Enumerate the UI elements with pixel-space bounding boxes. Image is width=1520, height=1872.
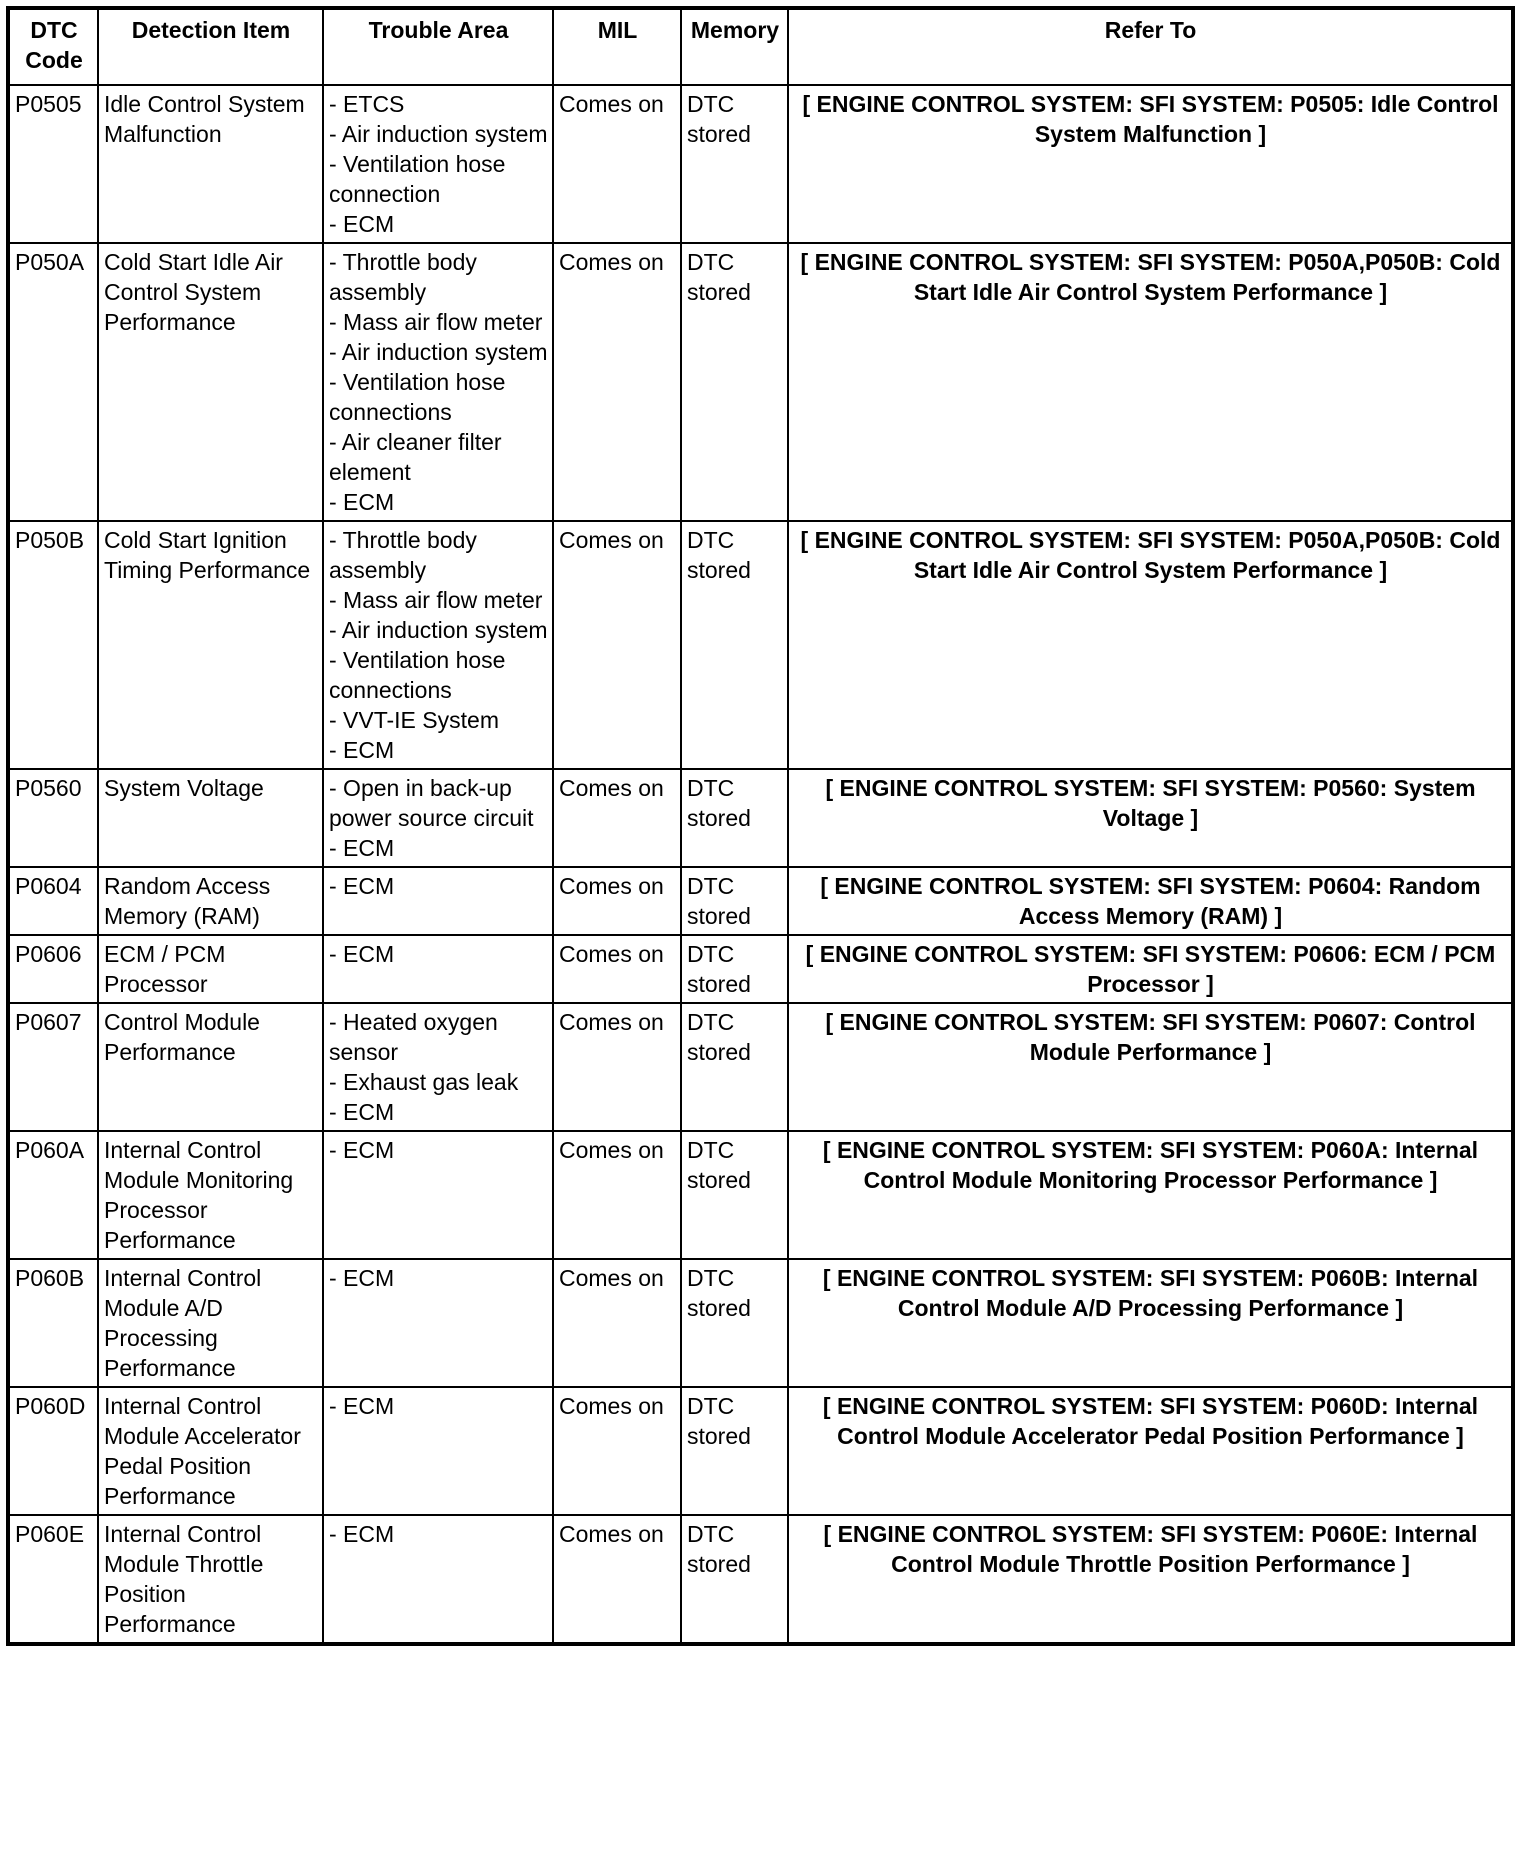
trouble-area-item: - Exhaust gas leak [329, 1069, 519, 1095]
trouble-area-cell [323, 1387, 553, 1515]
header-dtc-code: DTC Code [8, 8, 98, 85]
mil-cell: Comes on [553, 1131, 681, 1259]
table-row [8, 1003, 1513, 1131]
dtc-code-cell: P060E [8, 1515, 98, 1644]
refer-to-cell: [ ENGINE CONTROL SYSTEM: SFI SYSTEM: P0604: Random Access Memory (RAM) ] [788, 867, 1513, 935]
trouble-area-item: - ECM [329, 1393, 395, 1419]
trouble-area-item: - ECM [329, 941, 395, 967]
table-row [8, 1387, 1513, 1515]
mil-cell: Comes on [553, 243, 681, 521]
memory-cell: DTC stored [681, 1003, 788, 1131]
memory-cell: DTC stored [681, 1515, 788, 1644]
dtc-code-cell: P0560 [8, 769, 98, 867]
memory-cell: DTC stored [681, 521, 788, 769]
trouble-area-item: - Throttle body assembly [329, 527, 477, 583]
detection-item-cell: Cold Start Ignition Timing Performance [98, 521, 323, 769]
refer-to-cell: [ ENGINE CONTROL SYSTEM: SFI SYSTEM: P0505: Idle Control System Malfunction ] [788, 85, 1513, 243]
trouble-area-cell [323, 1003, 553, 1131]
trouble-area-cell [323, 243, 553, 521]
detection-item-cell: Random Access Memory (RAM) [98, 867, 323, 935]
mil-cell: Comes on [553, 85, 681, 243]
dtc-code-cell: P0505 [8, 85, 98, 243]
dtc-code-cell: P050A [8, 243, 98, 521]
refer-to-cell: [ ENGINE CONTROL SYSTEM: SFI SYSTEM: P0560: System Voltage ] [788, 769, 1513, 867]
memory-cell: DTC stored [681, 1387, 788, 1515]
header-row [8, 8, 1513, 85]
mil-cell: Comes on [553, 769, 681, 867]
refer-to-cell: [ ENGINE CONTROL SYSTEM: SFI SYSTEM: P060A: Internal Control Module Monitoring Processor Performance ] [788, 1131, 1513, 1259]
dtc-code-cell: P060B [8, 1259, 98, 1387]
header-mil: MIL [553, 8, 681, 85]
detection-item-cell: Cold Start Idle Air Control System Performance [98, 243, 323, 521]
memory-cell: DTC stored [681, 85, 788, 243]
trouble-area-item: - ECM [329, 1137, 395, 1163]
dtc-table [6, 6, 1515, 1646]
trouble-area-item: - Ventilation hose connections [329, 647, 506, 703]
refer-to-cell: [ ENGINE CONTROL SYSTEM: SFI SYSTEM: P060D: Internal Control Module Accelerator Pedal Position Performance ] [788, 1387, 1513, 1515]
trouble-area-item: - ECM [329, 211, 395, 237]
trouble-area-item: - Mass air flow meter [329, 309, 543, 335]
dtc-code-cell: P0606 [8, 935, 98, 1003]
trouble-area-cell [323, 769, 553, 867]
trouble-area-item: - Ventilation hose connections [329, 369, 506, 425]
table-row [8, 85, 1513, 243]
memory-cell: DTC stored [681, 1259, 788, 1387]
trouble-area-item: - Heated oxygen sensor [329, 1009, 498, 1065]
trouble-area-item: - Mass air flow meter [329, 587, 543, 613]
trouble-area-item: - ECM [329, 489, 395, 515]
trouble-area-cell [323, 1131, 553, 1259]
refer-to-cell: [ ENGINE CONTROL SYSTEM: SFI SYSTEM: P060E: Internal Control Module Throttle Position Performance ] [788, 1515, 1513, 1644]
table-header [8, 8, 1513, 85]
detection-item-cell: Internal Control Module A/D Processing Performance [98, 1259, 323, 1387]
dtc-code-cell: P0604 [8, 867, 98, 935]
memory-cell: DTC stored [681, 867, 788, 935]
detection-item-cell: Internal Control Module Throttle Position Performance [98, 1515, 323, 1644]
memory-cell: DTC stored [681, 243, 788, 521]
trouble-area-item: - ECM [329, 1521, 395, 1547]
trouble-area-item: - Air induction system [329, 121, 548, 147]
mil-cell: Comes on [553, 1515, 681, 1644]
mil-cell: Comes on [553, 1259, 681, 1387]
detection-item-cell: ECM / PCM Processor [98, 935, 323, 1003]
detection-item-cell: Internal Control Module Monitoring Processor Performance [98, 1131, 323, 1259]
refer-to-cell: [ ENGINE CONTROL SYSTEM: SFI SYSTEM: P050A,P050B: Cold Start Idle Air Control System Performance ] [788, 521, 1513, 769]
dtc-code-cell: P060D [8, 1387, 98, 1515]
table-row [8, 243, 1513, 521]
table-row [8, 521, 1513, 769]
trouble-area-item: - ETCS [329, 91, 405, 117]
mil-cell: Comes on [553, 935, 681, 1003]
detection-item-cell: System Voltage [98, 769, 323, 867]
mil-cell: Comes on [553, 1003, 681, 1131]
refer-to-cell: [ ENGINE CONTROL SYSTEM: SFI SYSTEM: P0607: Control Module Performance ] [788, 1003, 1513, 1131]
table-row [8, 769, 1513, 867]
memory-cell: DTC stored [681, 769, 788, 867]
trouble-area-cell [323, 1259, 553, 1387]
trouble-area-item: - Air cleaner filter element [329, 429, 502, 485]
table-row [8, 935, 1513, 1003]
refer-to-cell: [ ENGINE CONTROL SYSTEM: SFI SYSTEM: P0606: ECM / PCM Processor ] [788, 935, 1513, 1003]
trouble-area-cell [323, 1515, 553, 1644]
trouble-area-item: - VVT-IE System [329, 707, 499, 733]
header-detection-item: Detection Item [98, 8, 323, 85]
trouble-area-item: - ECM [329, 873, 395, 899]
refer-to-cell: [ ENGINE CONTROL SYSTEM: SFI SYSTEM: P050A,P050B: Cold Start Idle Air Control System Performance ] [788, 243, 1513, 521]
table-row [8, 1259, 1513, 1387]
memory-cell: DTC stored [681, 1131, 788, 1259]
mil-cell: Comes on [553, 867, 681, 935]
refer-to-cell: [ ENGINE CONTROL SYSTEM: SFI SYSTEM: P060B: Internal Control Module A/D Processing Performance ] [788, 1259, 1513, 1387]
detection-item-cell: Control Module Performance [98, 1003, 323, 1131]
trouble-area-item: - ECM [329, 1099, 395, 1125]
table-row [8, 1515, 1513, 1644]
table-row [8, 867, 1513, 935]
trouble-area-item: - ECM [329, 737, 395, 763]
trouble-area-item: - Open in back-up power source circuit [329, 775, 534, 831]
trouble-area-item: - Air induction system [329, 617, 548, 643]
detection-item-cell: Internal Control Module Accelerator Pedal Position Performance [98, 1387, 323, 1515]
trouble-area-cell [323, 867, 553, 935]
trouble-area-item: - Throttle body assembly [329, 249, 477, 305]
header-memory: Memory [681, 8, 788, 85]
trouble-area-item: - ECM [329, 1265, 395, 1291]
trouble-area-item: - Air induction system [329, 339, 548, 365]
mil-cell: Comes on [553, 1387, 681, 1515]
header-trouble-area: Trouble Area [323, 8, 553, 85]
memory-cell: DTC stored [681, 935, 788, 1003]
dtc-code-cell: P050B [8, 521, 98, 769]
mil-cell: Comes on [553, 521, 681, 769]
trouble-area-item: - Ventilation hose connection [329, 151, 506, 207]
detection-item-cell: Idle Control System Malfunction [98, 85, 323, 243]
table-row [8, 1131, 1513, 1259]
dtc-code-cell: P060A [8, 1131, 98, 1259]
trouble-area-cell [323, 521, 553, 769]
trouble-area-cell [323, 935, 553, 1003]
trouble-area-cell [323, 85, 553, 243]
dtc-code-cell: P0607 [8, 1003, 98, 1131]
table-body [8, 85, 1513, 1644]
header-refer-to: Refer To [788, 8, 1513, 85]
trouble-area-item: - ECM [329, 835, 395, 861]
